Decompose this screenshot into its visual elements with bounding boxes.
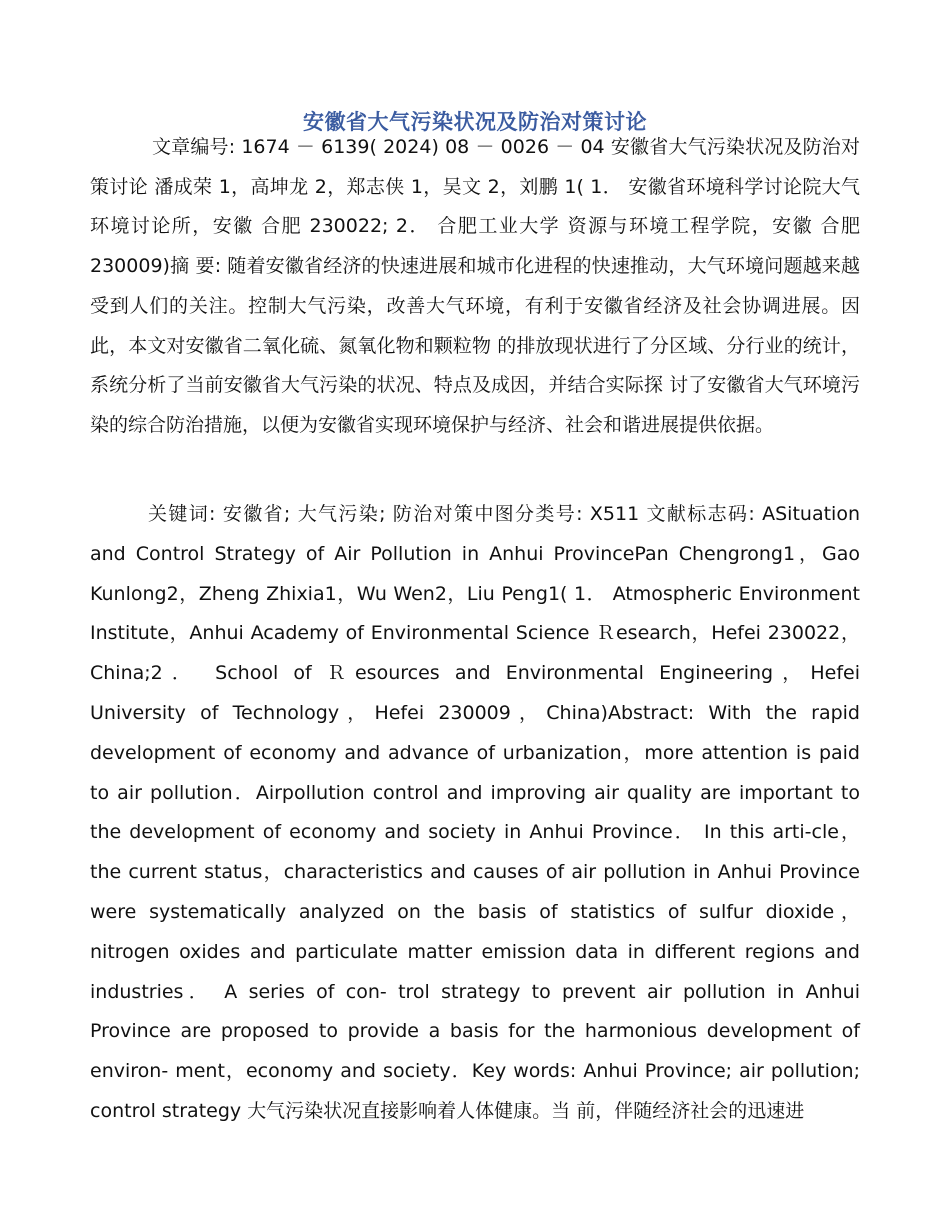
keywords-english-abstract-paragraph: 关键词: 安徽省; 大气污染; 防治对策中图分类号: X511 文献标志码: ASituation and Control Strategy of Air Pollution in Anhui ProvincePan Chengrong1，Gao Kunlong2，Zheng Zhixia1，Wu Wen2，Liu Peng1( 1． Atmospheric Environment Institute，Anhui Academy of Environmental Science Ｒesearch，Hefei 230022，China;2． School of Ｒesources and Environmental Engineering，Hefei University of Technology，Hefei 230009，China)Abstract: With the rapid development of economy and advance of urbanization，more attention is paid to air pollution．Airpollution control and improving air quality are important to the development of economy and society in Anhui Province． In this arti-cle，the current status，characteristics and causes of air pollution in Anhui Province were systematically analyzed on the basis of statistics of sulfur dioxide，nitrogen oxides and particulate matter emission data in different regions and industries． A series of con- trol strategy to prevent air pollution in Anhui Province are proposed to provide a basis for the harmonious development of environ- ment，economy and society．Key words: Anhui Province; air pollution; control strategy 大气污染状况直接影响着人体健康。当 前，伴随经济社会的迅速进 — [90, 503, 860, 1122]
abstract-chinese-paragraph: 文章编号: 1674 － 6139( 2024) 08 － 0026 － 04 安徽省大气污染状况及防治对策讨论 潘成荣 1，高坤龙 2，郑志侠 1，吴文 2，刘鹏 1( 1． 安徽省环境科学讨论院大气环境讨论所，安徽 合肥 230022; 2． 合肥工业大学 资源与环境工程学院，安徽 合肥 230009)摘 要: 随着安徽省经济的快速进展和城市化进程的快速推动，大气环境问题越来越受到人们的关注。控制大气污染，改善大气环境，有利于安徽省经济及社会协调进展。因此，本文对安徽省二氧化硫、氮氧化物和颗粒物 的排放现状进行了分区域、分行业的统计，系统分析了当前安徽省大气污染的状况、特点及成因，并结合实际探 讨了安徽省大气环境污染的综合防治措施，以便为安徽省实现环境保护与经济、社会和谐进展提供依据。 — [90, 136, 860, 436]
page-title: 安徽省大气污染状况及防治对策讨论 — [303, 109, 647, 134]
